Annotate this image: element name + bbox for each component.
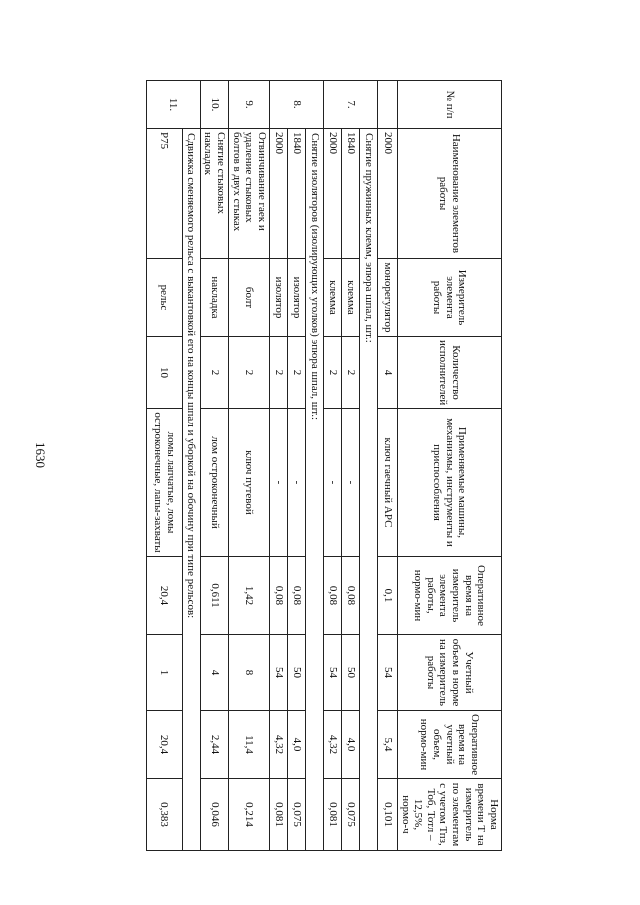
table-row [146, 81, 182, 851]
header-volume: Учетный объем в норме на измеритель работы [397, 635, 501, 711]
row-norm: 0,214 [228, 779, 269, 851]
row-name: 2000 [323, 129, 341, 259]
row-workers: 2 [341, 337, 359, 409]
section-row [359, 81, 377, 851]
row-op-time: 20,4 [146, 557, 182, 635]
row-volume: 8 [228, 635, 269, 711]
row-num: 9. [228, 81, 269, 129]
row-volume: 50 [287, 635, 305, 711]
row-name: Снятие стыковых накладок [200, 129, 228, 259]
row-tools: - [287, 409, 305, 557]
section-num: 8. [269, 81, 323, 129]
row-tools: ломы лапчатые, ломы остроконечные, лапы-захваты [146, 409, 182, 557]
row-workers: 2 [228, 337, 269, 409]
row-volume: 50 [341, 635, 359, 711]
header-meter: Измеритель элемента работы [397, 259, 501, 337]
row-workers: 2 [200, 337, 228, 409]
row-workers: 10 [146, 337, 182, 409]
row-op-time: 0,611 [200, 557, 228, 635]
row-op-time: 0,08 [269, 557, 287, 635]
row-num: 10. [200, 81, 228, 129]
header-op-volume: Оперативное время на учетный объем, нормо-мин [397, 711, 501, 779]
row-meter: клемма [341, 259, 359, 337]
row-op-volume: 5,4 [377, 711, 397, 779]
row-tools: лом остроконечный [200, 409, 228, 557]
row-meter: накладка [200, 259, 228, 337]
row-op-volume: 2,44 [200, 711, 228, 779]
table-header-row [397, 81, 501, 851]
section-title: Снятие пружинных клемм, эпюра шпал, шт.: [359, 129, 377, 851]
row-num [377, 81, 397, 129]
row-op-volume: 4,32 [269, 711, 287, 779]
table-row [377, 81, 397, 851]
rotated-table-container [152, 80, 502, 850]
table-row [287, 81, 305, 851]
row-name: Отвинчивание гаек и удаление стыковых болтов в двух стыках [228, 129, 269, 259]
row-op-volume: 20,4 [146, 711, 182, 779]
row-volume: 54 [323, 635, 341, 711]
table-row [323, 81, 341, 851]
row-op-time: 0,08 [287, 557, 305, 635]
header-workers: Количество исполнителей [397, 337, 501, 409]
section-title: Снятие изоляторов (изолирующих уголков) эпюра шпал, шт.: [305, 129, 323, 851]
header-tools: Применяемые машины, механизмы, инструменты и приспособления [397, 409, 501, 557]
section-num: 11. [146, 81, 200, 129]
section-row [305, 81, 323, 851]
row-volume: 54 [377, 635, 397, 711]
table-row [341, 81, 359, 851]
row-op-volume: 4,32 [323, 711, 341, 779]
header-name: Наименование элементов работы [397, 129, 501, 259]
header-num: № п/п [397, 81, 501, 129]
table-row [228, 81, 269, 851]
row-workers: 2 [287, 337, 305, 409]
norms-table [146, 80, 502, 851]
section-row [182, 81, 200, 851]
row-op-volume: 4,0 [341, 711, 359, 779]
row-norm: 0,075 [341, 779, 359, 851]
row-norm: 0,101 [377, 779, 397, 851]
row-volume: 54 [269, 635, 287, 711]
row-volume: 4 [200, 635, 228, 711]
row-norm: 0,075 [287, 779, 305, 851]
row-meter: монорегулятор [377, 259, 397, 337]
row-op-volume: 11,4 [228, 711, 269, 779]
header-op-time: Оперативное время на измеритель элемента работы, нормо-мин [397, 557, 501, 635]
row-norm: 0,081 [323, 779, 341, 851]
row-name: 2000 [377, 129, 397, 259]
row-workers: 4 [377, 337, 397, 409]
row-op-time: 1,42 [228, 557, 269, 635]
row-meter: изолятор [287, 259, 305, 337]
row-workers: 2 [323, 337, 341, 409]
row-tools: ключ путевой [228, 409, 269, 557]
row-name: 2000 [269, 129, 287, 259]
row-meter: клемма [323, 259, 341, 337]
row-tools: - [341, 409, 359, 557]
row-norm: 0,081 [269, 779, 287, 851]
row-meter: изолятор [269, 259, 287, 337]
table-row [200, 81, 228, 851]
row-meter: болт [228, 259, 269, 337]
header-norm: Норма времени Т на измеритель по элементам с учетом Тпз, Тоб, Тотл – 12,5%, нормо-ч [397, 779, 501, 851]
row-op-volume: 4,0 [287, 711, 305, 779]
row-workers: 2 [269, 337, 287, 409]
row-tools: - [323, 409, 341, 557]
row-name: Р75 [146, 129, 182, 259]
section-title: Сдвижка сменяемого рельса с выкантовкой его на концы шпал и уборкой на обочину при типе рельсов: [182, 129, 200, 851]
row-volume: 1 [146, 635, 182, 711]
row-name: 1840 [341, 129, 359, 259]
row-name: 1840 [287, 129, 305, 259]
row-op-time: 0,08 [323, 557, 341, 635]
row-op-time: 0,08 [341, 557, 359, 635]
section-num: 7. [323, 81, 377, 129]
page-number: 1630 [33, 442, 48, 468]
row-tools: ключ гаечный АРС [377, 409, 397, 557]
table-row [269, 81, 287, 851]
row-op-time: 0,1 [377, 557, 397, 635]
row-norm: 0,046 [200, 779, 228, 851]
row-meter: рельс [146, 259, 182, 337]
row-norm: 0,383 [146, 779, 182, 851]
row-tools: - [269, 409, 287, 557]
